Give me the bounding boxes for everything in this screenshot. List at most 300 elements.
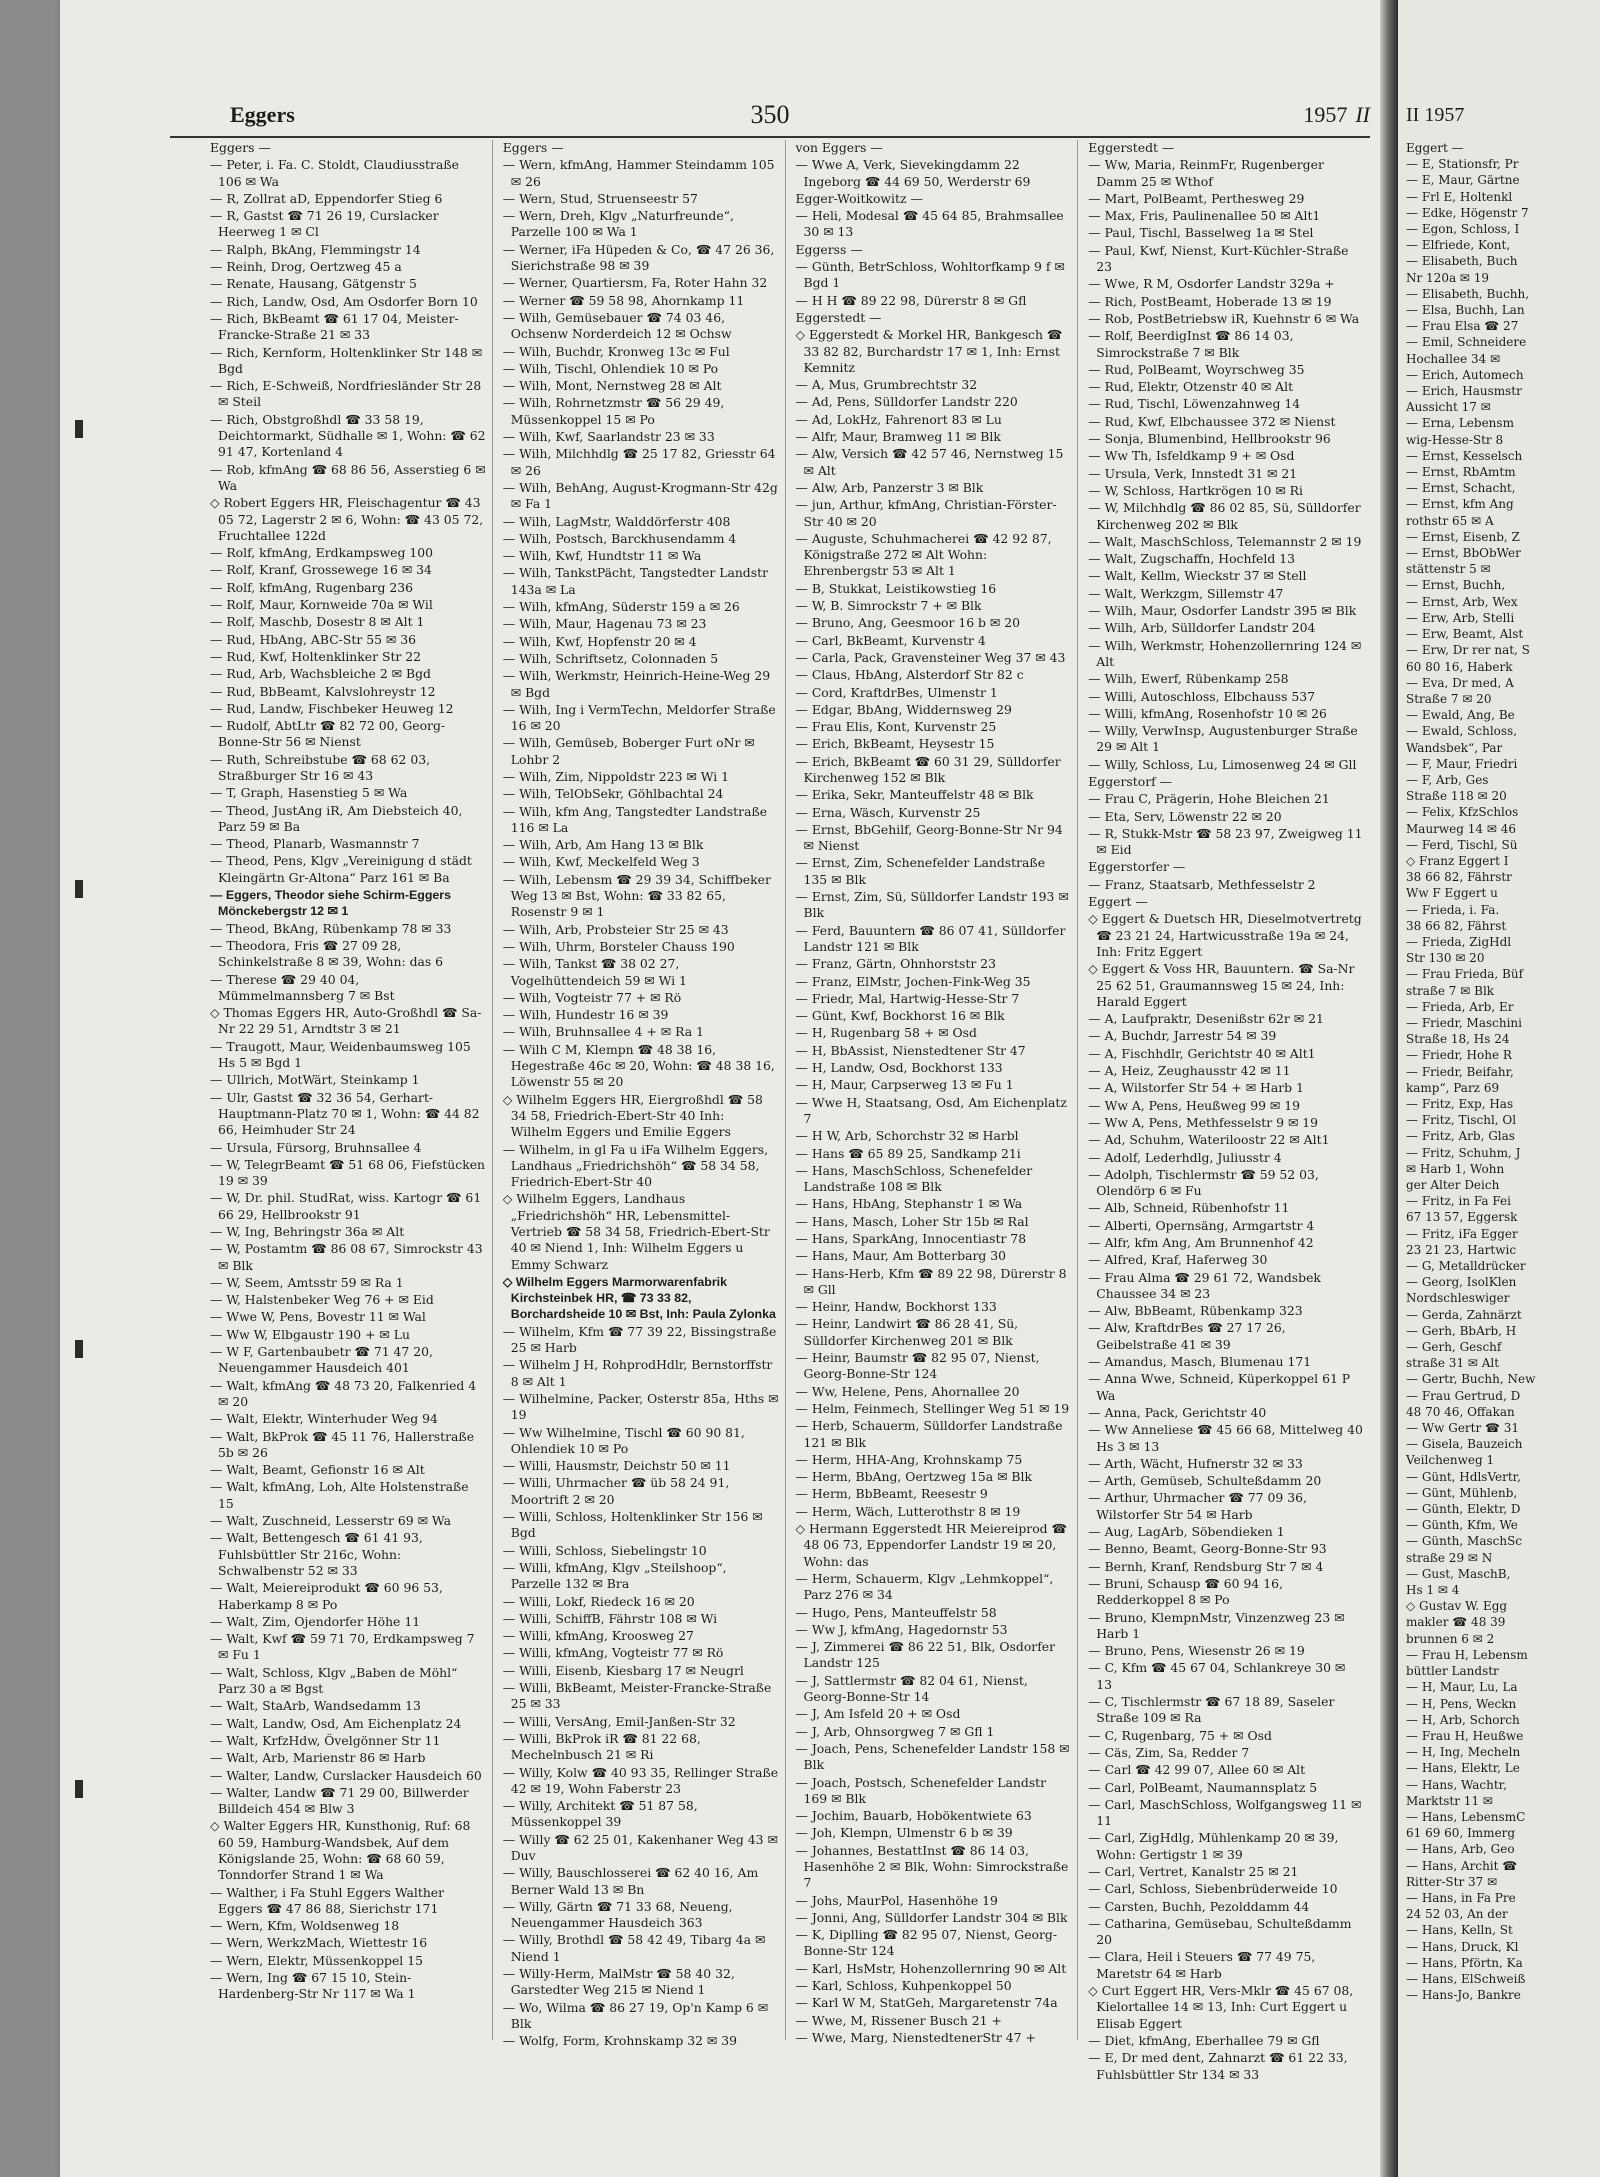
right-page-entry: — H, Arb, Schorch xyxy=(1406,1712,1520,1727)
right-page-entry: 61 69 60, Immerg xyxy=(1406,1826,1516,1841)
directory-entry: — W, Halstenbeker Weg 76 + ✉ Eid xyxy=(210,1292,434,1308)
directory-entry: — Karl, Schloss, Kuhpenkoppel 50 xyxy=(795,1978,1012,1994)
directory-entry: — Ad, LokHz, Fahrenort 83 ✉ Lu xyxy=(795,411,1002,427)
directory-entry: — C, Tischlermstr ☎ 67 18 89, Saseler Straße 109 ✉ Ra xyxy=(1088,1694,1335,1726)
right-page-entry: — Ww Gertr ☎ 31 xyxy=(1406,1421,1520,1436)
directory-entry: — C, Kfm ☎ 45 67 04, Schlankreye 30 ✉ 13 xyxy=(1088,1660,1346,1692)
directory-entry: — Walt, Zugschaffn, Hochfeld 13 xyxy=(1088,551,1295,567)
directory-entry: — Wolfg, Form, Krohnskamp 32 ✉ 39 xyxy=(502,2033,737,2049)
directory-entry: — Wern, Elektr, Müssenkoppel 15 xyxy=(210,1952,423,1968)
directory-entry: — J, Zimmerei ☎ 86 22 51, Blk, Osdorfer Landstr 125 xyxy=(795,1639,1056,1671)
directory-entry: — Erika, Sekr, Manteuffelstr 48 ✉ Blk xyxy=(795,787,1034,803)
directory-entry: — Hans, SparkAng, Innocentiastr 78 xyxy=(795,1231,1027,1246)
directory-entry: — Wilhelm, Kfm ☎ 77 39 22, Bissingstraße 25 ✉ Harb xyxy=(502,1323,777,1356)
directory-entry: — Wwe H, Staatsang, Osd, Am Eichenplatz 7 xyxy=(795,1094,1067,1126)
right-page-entry: stättenstr 5 ✉ xyxy=(1406,562,1491,577)
directory-entry: — Ralph, BkAng, Flemmingstr 14 xyxy=(210,241,421,257)
right-page-entry: ◇ Franz Eggert I xyxy=(1406,853,1509,868)
directory-entry: — Carl, Schloss, Siebenbrüderweide 10 xyxy=(1088,1881,1338,1897)
directory-column-1 xyxy=(210,140,493,2040)
directory-entry: — Eggers, Theodor siehe Schirm-Eggers Mönckebergstr 12 ✉ 1 xyxy=(210,888,451,919)
directory-entry: — Clara, Heil i Steuers ☎ 77 49 75, Maretstr 64 ✉ Harb xyxy=(1088,1949,1316,1981)
directory-entry: — Hans, Maur, Am Botterbarg 30 xyxy=(795,1248,1007,1264)
directory-entry: — Herm, BbAng, Oertzweg 15a ✉ Blk xyxy=(795,1469,1033,1485)
directory-entry: — Wern, Dreh, Klgv „Naturfreunde“, Parzelle 100 ✉ Wa 1 xyxy=(502,208,734,240)
directory-entry: — Ullrich, MotWärt, Steinkamp 1 xyxy=(210,1072,420,1088)
directory-entry: — Willi, Autoschloss, Elbchauss 537 xyxy=(1088,688,1316,704)
right-page-entry: — Hans, Kelln, St xyxy=(1406,1923,1513,1938)
right-page-entry: — Frau H, Heußwe xyxy=(1406,1728,1524,1743)
directory-entry: — Rolf, Maur, Kornweide 70a ✉ Wil xyxy=(210,597,433,613)
directory-entry: — Friedr, Mal, Hartwig-Hesse-Str 7 xyxy=(795,990,1020,1006)
right-page-entry: — Ernst, Eisenb, Z xyxy=(1406,529,1520,544)
directory-entry: — Willy, Schloss, Lu, Limosenweg 24 ✉ Gll xyxy=(1088,756,1357,772)
directory-entry: — Karl, HsMstr, Hohenzollernring 90 ✉ Alt xyxy=(795,1960,1067,1976)
directory-entry: — Willi, Schloss, Siebelingstr 10 xyxy=(502,1542,707,1558)
directory-entry: — Adolf, Lederhdlg, Juliusstr 4 xyxy=(1088,1149,1282,1165)
directory-entry: — Joach, Pens, Schenefelder Landstr 158 ✉ Blk xyxy=(795,1740,1070,1773)
right-page-entries xyxy=(1406,140,1596,2003)
directory-entry: — Wwe, Marg, NienstedtenerStr 47 + xyxy=(795,2029,1036,2045)
directory-entry: — Wern, Ing ☎ 67 15 10, Stein-Hardenberg-Str Nr 117 ✉ Wa 1 xyxy=(210,1970,416,2002)
directory-entry: — Ww, Helene, Pens, Ahornallee 20 xyxy=(795,1383,1020,1399)
directory-entry: — Arthur, Uhrmacher ☎ 77 09 36, Wilstorfer Str 54 ✉ Harb xyxy=(1088,1490,1307,1522)
directory-entry: — Ad, Pens, Sülldorfer Landstr 220 xyxy=(795,394,1018,410)
directory-entry: — Wilh, TankstPächt, Tangstedter Landstr 143a ✉ La xyxy=(502,565,769,597)
directory-entry: — R, Stukk-Mstr ☎ 58 23 97, Zweigweg 11 ✉ Eid xyxy=(1088,825,1363,858)
directory-entry: — A, Wilstorfer Str 54 + ✉ Harb 1 xyxy=(1088,1080,1304,1096)
directory-entry: — Edgar, BbAng, Widdernsweg 29 xyxy=(795,701,1012,717)
directory-entry: — A, Mus, Grumbrechtstr 32 xyxy=(795,377,978,393)
directory-entry: — Rolf, Kranf, Grossewege 16 ✉ 34 xyxy=(210,562,432,578)
right-page-entry: — Edke, Högenstr 7 xyxy=(1406,205,1529,220)
directory-entry: — Arth, Gemüseb, Schulteßdamm 20 xyxy=(1088,1473,1322,1489)
directory-entry: — Wilh, kfmAng, Süderstr 159 a ✉ 26 xyxy=(502,599,740,615)
directory-entry: — Walt, Elektr, Winterhuder Weg 94 xyxy=(210,1411,438,1427)
directory-entry: ◇ Eggert & Duetsch HR, Dieselmotvertretg ☎ 23 21 24, Hartwicusstraße 19a ✉ 24, Inh: Fritz Eggert xyxy=(1088,911,1362,959)
directory-entry: — Ww, Maria, ReinmFr, Rugenberger Damm 25 ✉ Wthof xyxy=(1088,157,1324,189)
directory-entry: — Walt, Schloss, Klgv „Baben de Möhl“ Parz 30 a ✉ Bgst xyxy=(210,1664,458,1697)
directory-columns xyxy=(210,140,1370,2082)
directory-entry: — Hans ☎ 65 89 25, Sandkamp 21i xyxy=(795,1145,1021,1161)
directory-entry: — Rich, Obstgroßhdl ☎ 33 58 19, Deichtormarkt, Südhalle ✉ 1, Wohn: ☎ 62 91 47, Kortenland 4 xyxy=(210,411,486,460)
right-page-entry: — Emil, Schneidere xyxy=(1406,335,1527,350)
directory-entry: — jun, Arthur, kfmAng, Christian-Förster-Str 40 ✉ 20 xyxy=(795,497,1057,529)
directory-entry: — Wilh, Uhrm, Borsteler Chauss 190 xyxy=(502,938,735,954)
right-page-entry: Ritter-Str 37 ✉ xyxy=(1406,1874,1498,1889)
directory-entry: — Wilh, Zim, Nippoldstr 223 ✉ Wi 1 xyxy=(502,768,730,784)
directory-entry: — Herb, Schauerm, Sülldorfer Landstraße 121 ✉ Blk xyxy=(795,1418,1063,1450)
right-page-entry: rothstr 65 ✉ A xyxy=(1406,513,1494,528)
right-page-entry: — Elsa, Buchh, Lan xyxy=(1406,303,1525,318)
right-page-entry: — Frieda, Arb, Er xyxy=(1406,999,1514,1014)
directory-entry: — Walt, Beamt, Gefionstr 16 ✉ Alt xyxy=(210,1462,425,1478)
directory-entry: — Reinh, Drog, Oertzweg 45 a xyxy=(210,259,402,275)
directory-entry: ◇ Walter Eggers HR, Kunsthonig, Ruf: 68 60 59, Hamburg-Wandsbek, Auf dem Königslande 25, Wohn: ☎ 68 60 59, Tonndorfer Strand 1 ✉ Wa xyxy=(210,1818,471,1883)
directory-entry: — Jonni, Ang, Sülldorfer Landstr 304 ✉ Blk xyxy=(795,1909,1068,1925)
directory-entry: — Hans, Masch, Loher Str 15b ✉ Ral xyxy=(795,1213,1029,1229)
directory-entry: — Bernh, Kranf, Rendsburg Str 7 ✉ 4 xyxy=(1088,1558,1324,1574)
directory-entry: — Traugott, Maur, Weidenbaumsweg 105 Hs 5 ✉ Bgd 1 xyxy=(210,1038,471,1071)
right-page-entry: Hochallee 34 ✉ xyxy=(1406,351,1501,366)
directory-entry: — Willi, Lokf, Riedeck 16 ✉ 20 xyxy=(502,1593,695,1609)
right-page-entry: Ww F Eggert u xyxy=(1406,886,1498,901)
directory-entry: — H W, Arb, Schorchstr 32 ✉ Harbl xyxy=(795,1128,1019,1144)
right-page-entry: 60 80 16, Haberk xyxy=(1406,659,1513,674)
directory-entry: — Wern, kfmAng, Hammer Steindamm 105 ✉ 26 xyxy=(502,157,775,189)
right-page-entry: — Georg, IsolKlen xyxy=(1406,1275,1517,1290)
right-page-entry: — Ferd, Tischl, Sü xyxy=(1406,837,1518,852)
directory-entry: — Frau Alma ☎ 29 61 72, Wandsbek Chaussee 34 ✉ 23 xyxy=(1088,1269,1321,1301)
right-page xyxy=(1398,0,1600,2177)
directory-entry: — Herm, Schauerm, Klgv „Lehmkoppel“, Parz 276 ✉ 34 xyxy=(795,1570,1054,1603)
directory-entry: — Heinr, Handw, Bockhorst 133 xyxy=(795,1299,997,1315)
directory-entry: — Franz, Gärtn, Ohnhorststr 23 xyxy=(795,956,996,972)
running-head-surname: Eggers xyxy=(230,102,295,127)
directory-entry: — Alfr, Maur, Bramweg 11 ✉ Blk xyxy=(795,429,1001,445)
directory-entry: — Franz, Staatsarb, Methfesselstr 2 xyxy=(1088,876,1316,892)
right-page-entry: makler ☎ 48 39 xyxy=(1406,1615,1506,1630)
right-page-entry: Nr 120a ✉ 19 xyxy=(1406,270,1490,285)
directory-entry: — Cord, KraftdrBes, Ulmenstr 1 xyxy=(795,684,998,700)
directory-entry: — Carl, ZigHdlg, Mühlenkamp 20 ✉ 39, Wohn: Gertigstr 1 ✉ 39 xyxy=(1088,1830,1339,1862)
right-page-entry: Aussicht 17 ✉ xyxy=(1406,400,1491,415)
right-page-entry: Eggert — xyxy=(1406,141,1464,155)
right-page-entry: — Fritz, in Fa Fei xyxy=(1406,1194,1511,1209)
directory-entry: — Wwe, R M, Osdorfer Landstr 329a + xyxy=(1088,276,1335,292)
directory-entry: — Wilh, Kwf, Hundtstr 11 ✉ Wa xyxy=(502,548,702,564)
directory-entry: — Wilh, Schriftsetz, Colonnaden 5 xyxy=(502,650,719,666)
directory-entry: — Aug, LagArb, Söbendieken 1 xyxy=(1088,1524,1285,1540)
directory-entry: — Arth, Wächt, Hufnerstr 32 ✉ 33 xyxy=(1088,1455,1303,1471)
directory-entry: — Ulr, Gastst ☎ 32 36 54, Gerhart-Hauptmann-Platz 70 ✉ 1, Wohn: ☎ 44 82 66, Heimhuder Str 24 xyxy=(210,1089,480,1138)
right-page-entry: ger Alter Deich xyxy=(1406,1178,1500,1192)
right-page-entry: — Erw, Arb, Stelli xyxy=(1406,610,1515,625)
directory-entry: — Willy, Kolw ☎ 40 93 35, Rellinger Straße 42 ✉ 19, Wohn Faberstr 23 xyxy=(502,1764,779,1796)
directory-entry: — Wilh C M, Klempn ☎ 48 38 16, Hegestraße 46c ✉ 20, Wohn: ☎ 48 38 16, Löwenstr 55 ✉ 20 xyxy=(502,1041,775,1090)
directory-entry: — Rud, HbAng, ABC-Str 55 ✉ 36 xyxy=(210,631,416,647)
right-page-entry: — Ernst, Kesselsch xyxy=(1406,448,1523,463)
directory-entry: — Willi, Uhrmacher ☎ üb 58 24 91, Moortrift 2 ✉ 20 xyxy=(502,1475,730,1507)
directory-entry: — Wilh, Lebensm ☎ 29 39 34, Schiffbeker Weg 13 ✉ Bst, Wohn: ☎ 33 82 65, Rosenstr 9 ✉ 1 xyxy=(502,871,771,920)
directory-entry: — Willi, VersAng, Emil-Janßen-Str 32 xyxy=(502,1713,736,1729)
directory-entry: — Ww Anneliese ☎ 45 66 68, Mittelweg 40 Hs 3 ✉ 13 xyxy=(1088,1422,1363,1454)
directory-entry: — Wilh, Arb, Probsteier Str 25 ✉ 43 xyxy=(502,921,729,937)
directory-entry: — Theod, JustAng iR, Am Diebsteich 40, Parz 59 ✉ Ba xyxy=(210,802,463,834)
directory-entry: — Wilh, Hundestr 16 ✉ 39 xyxy=(502,1007,669,1023)
right-page-entry: — Fritz, Exp, Has xyxy=(1406,1096,1514,1111)
directory-entry: — Carla, Pack, Gravensteiner Weg 37 ✉ 43 xyxy=(795,649,1066,665)
directory-entry: — Wilhelmine, Packer, Osterstr 85a, Hths ✉ 19 xyxy=(502,1390,779,1423)
directory-entry: — Anna Wwe, Schneid, Küperkoppel 61 P Wa xyxy=(1088,1371,1351,1403)
directory-entry: — Peter, i. Fa. C. Stoldt, Claudiusstraße 106 ✉ Wa xyxy=(210,157,459,189)
right-page-entry: — Erich, Automech xyxy=(1406,367,1524,382)
directory-entry: — Joh, Klempn, Ulmenstr 6 b ✉ 39 xyxy=(795,1825,1013,1841)
directory-entry: — Carl, BkBeamt, Kurvenstr 4 xyxy=(795,632,986,648)
directory-entry: — Eta, Serv, Löwenstr 22 ✉ 20 xyxy=(1088,808,1282,824)
directory-entry: — Rudolf, AbtLtr ☎ 82 72 00, Georg-Bonne-Str 56 ✉ Nienst xyxy=(210,718,446,750)
directory-entry: — H, Rugenbarg 58 + ✉ Osd xyxy=(795,1025,977,1041)
directory-entry: — Walt, Kwf ☎ 59 71 70, Erdkampsweg 7 ✉ Fu 1 xyxy=(210,1631,475,1663)
directory-entry: — Adolph, Tischlermstr ☎ 59 52 03, Olendörp 6 ✉ Fu xyxy=(1088,1166,1319,1199)
directory-entry: — Rud, Kwf, Holtenklinker Str 22 xyxy=(210,648,422,664)
directory-entry: — Alfred, Kraf, Haferweg 30 xyxy=(1088,1252,1268,1268)
right-page-entry: 23 21 23, Hartwic xyxy=(1406,1242,1517,1257)
right-page-entry: ◇ Gustav W. Egg xyxy=(1406,1599,1508,1614)
directory-entry: — Ferd, Bauuntern ☎ 86 07 41, Sülldorfer Landstr 121 ✉ Blk xyxy=(795,922,1066,954)
page-number: 350 xyxy=(750,100,790,129)
directory-entry: — Rich, Kernform, Holtenklinker Str 148 ✉ Bgd xyxy=(210,344,483,376)
directory-entry: — Therese ☎ 29 40 04, Mümmelmannsberg 7 ✉ Bst xyxy=(210,971,395,1003)
directory-entry: — Carl ☎ 42 99 07, Allee 60 ✉ Alt xyxy=(1088,1762,1306,1778)
directory-entry: — Bruno, Ang, Geesmoor 16 b ✉ 20 xyxy=(795,615,1021,631)
directory-entry: — Wilh, Postsch, Barckhusendamm 4 xyxy=(502,530,737,546)
directory-entry: — W, Ing, Behringstr 36a ✉ Alt xyxy=(210,1224,405,1239)
directory-entry: — Willy, Bauschlosserei ☎ 62 40 16, Am Berner Wald 13 ✉ Bn xyxy=(502,1865,759,1897)
directory-entry: — Walt, Bettengesch ☎ 61 41 93, Fuhlsbüttler Str 216c, Wohn: Schwalbenstr 52 ✉ 33 xyxy=(210,1530,423,1578)
directory-entry: — Ernst, Zim, Sü, Sülldorfer Landstr 193 ✉ Blk xyxy=(795,889,1069,921)
right-page-entry: Veilchenweg 1 xyxy=(1406,1453,1495,1468)
right-page-entry: Straße 118 ✉ 20 xyxy=(1406,789,1507,804)
right-page-entry: — H, Pens, Weckn xyxy=(1406,1696,1517,1711)
directory-entry: — W, Postamtm ☎ 86 08 67, Simrockstr 43 ✉ Blk xyxy=(210,1241,483,1273)
right-page-entry: — Frau H, Lebensm xyxy=(1406,1647,1528,1662)
right-page-entry: — Ernst, Schacht, xyxy=(1406,481,1516,496)
directory-entry: — Wilh, Bruhnsallee 4 + ✉ Ra 1 xyxy=(502,1024,704,1040)
directory-entry: — W, Seem, Amtsstr 59 ✉ Ra 1 xyxy=(210,1274,404,1290)
directory-entry: — Walt, KrfzHdw, Övelgönner Str 11 xyxy=(210,1732,441,1748)
directory-entry: — Anna, Pack, Gerichtstr 40 xyxy=(1088,1404,1267,1420)
directory-entry: — H H ☎ 89 22 98, Dürerstr 8 ✉ Gfl xyxy=(795,292,1027,308)
directory-entry: ◇ Eggert & Voss HR, Bauuntern. ☎ Sa-Nr 25 62 51, Graumannsweg 15 ✉ 24, Inh: Harald Eggert xyxy=(1088,961,1355,1009)
directory-entry: — Bruni, Schausp ☎ 60 94 16, Redderkoppel 8 ✉ Po xyxy=(1088,1575,1283,1608)
directory-entry: — Heli, Modesal ☎ 45 64 85, Brahmsallee 30 ✉ 13 xyxy=(795,208,1064,240)
directory-entry: — Theodora, Fris ☎ 27 09 28, Schinkelstraße 8 ✉ 39, Wohn: das 6 xyxy=(210,937,444,970)
directory-entry: — Ernst, Zim, Schenefelder Landstraße 135 ✉ Blk xyxy=(795,855,1046,887)
right-page-entry: — Günth, Kfm, We xyxy=(1406,1518,1518,1533)
directory-entry: — W, B. Simrockstr 7 + ✉ Blk xyxy=(795,598,982,614)
right-page-entry: straße 29 ✉ N xyxy=(1406,1550,1493,1565)
right-page-entry: — Hans-Jo, Bankre xyxy=(1406,1988,1521,2003)
directory-entry: — Wilh, Ing i VermTechn, Meldorfer Straße 16 ✉ 20 xyxy=(502,701,776,734)
right-page-entry: — Erna, Lebensm xyxy=(1406,416,1514,431)
right-page-entry: — F, Maur, Friedri xyxy=(1406,756,1518,771)
right-page-entry: — Gertr, Buchh, New xyxy=(1406,1372,1536,1387)
binding-mark xyxy=(75,1780,83,1798)
right-page-entry: Nordschleswiger xyxy=(1406,1291,1510,1306)
directory-entry: — Wilh, BehAng, August-Krogmann-Str 42g ✉ Fa 1 xyxy=(502,479,778,512)
directory-entry: — Walt, StaArb, Wandsedamm 13 xyxy=(210,1698,421,1714)
right-page-entry: straße 7 ✉ Blk xyxy=(1406,983,1495,998)
directory-entry: — Walt, Kellm, Wieckstr 37 ✉ Stell xyxy=(1088,568,1307,584)
directory-entry: — Wern, WerkzMach, Wiettestr 16 xyxy=(210,1935,428,1951)
directory-entry: — Walt, Zuschneid, Lesserstr 69 ✉ Wa xyxy=(210,1513,451,1529)
right-page-entry: — F, Arb, Ges xyxy=(1406,772,1489,787)
directory-entry: — Walter, Landw ☎ 71 29 00, Billwerder Billdeich 454 ✉ Blw 3 xyxy=(210,1784,469,1817)
directory-entry: — Alw, KraftdrBes ☎ 27 17 26, Geibelstraße 41 ✉ 39 xyxy=(1088,1320,1286,1352)
directory-entry: — R, Zollrat aD, Eppendorfer Stieg 6 xyxy=(210,190,443,206)
directory-entry: — A, Heiz, Zeughausstr 42 ✉ 11 xyxy=(1088,1063,1291,1079)
directory-entry: Eggerss — xyxy=(795,241,863,257)
directory-entry: — Sonja, Blumenbind, Hellbrookstr 96 xyxy=(1088,431,1331,447)
right-page-entry: — Erich, Hausmstr xyxy=(1406,384,1522,399)
right-page-entry: — Elisabeth, Buch xyxy=(1406,254,1518,269)
directory-entry: — Wilh, LagMstr, Walddörferstr 408 xyxy=(502,513,731,529)
directory-entry: — Willi, BkProk iR ☎ 81 22 68, Mechelnbusch 21 ✉ Ri xyxy=(502,1730,701,1763)
directory-entry: — Ww Wilhelmine, Tischl ☎ 60 90 81, Ohlendiek 10 ✉ Po xyxy=(502,1424,745,1456)
directory-entry: — Willi, kfmAng, Klgv „Steilshoop“, Parzelle 132 ✉ Bra xyxy=(502,1559,727,1592)
directory-entry: — Werner, iFa Hüpeden & Co, ☎ 47 26 36, Sierichstraße 98 ✉ 39 xyxy=(502,241,775,274)
directory-entry: — Walt, kfmAng ☎ 48 73 20, Falkenried 4 ✉ 20 xyxy=(210,1377,477,1409)
directory-entry: — H, Landw, Osd, Bockhorst 133 xyxy=(795,1060,1003,1076)
directory-entry: ◇ Hermann Eggerstedt HR Meiereiprod ☎ 48 06 73, Eppendorfer Landstr 19 ✉ 20, Wohn: das xyxy=(795,1521,1067,1569)
year-label: 1957 xyxy=(1303,102,1348,127)
right-page-entry: Marktstr 11 ✉ xyxy=(1406,1793,1493,1808)
directory-entry: — W, Milchhdlg ☎ 86 02 85, Sü, Sülldorfer Kirchenweg 202 ✉ Blk xyxy=(1088,500,1361,532)
directory-entry: — Carl, Vertret, Kanalstr 25 ✉ 21 xyxy=(1088,1863,1299,1879)
directory-entry: — Wilh, Vogteistr 77 + ✉ Rö xyxy=(502,989,682,1005)
directory-entry: — Wilhelm J H, RohprodHdlr, Bernstorffstr 8 ✉ Alt 1 xyxy=(502,1357,773,1389)
directory-entry: — Wilh, Gemüsebauer ☎ 74 03 46, Ochsenw Norderdeich 12 ✉ Ochsw xyxy=(502,309,732,342)
directory-entry: — Wilh, Kwf, Saarlandstr 23 ✉ 33 xyxy=(502,429,715,445)
right-page-entry: — Ewald, Ang, Be xyxy=(1406,708,1515,723)
directory-entry: — Johannes, BestattInst ☎ 86 14 03, Hasenhöhe 2 ✉ Blk, Wohn: Simrockstraße 7 xyxy=(795,1842,1069,1891)
directory-entry: — Helm, Feinmech, Stellinger Weg 51 ✉ 19 xyxy=(795,1400,1070,1416)
right-page-entry: — Elfriede, Kont, xyxy=(1406,238,1511,253)
directory-entry: — Werner, Quartiersm, Fa, Roter Hahn 32 xyxy=(502,275,768,291)
right-page-entry: wig-Hesse-Str 8 xyxy=(1406,432,1504,447)
right-page-entry: Straße 18, Hs 24 xyxy=(1406,1032,1510,1047)
directory-entry: — Walter, Landw, Curslacker Hausdeich 60 xyxy=(210,1767,482,1783)
directory-entry: — B, Stukkat, Leistikowstieg 16 xyxy=(795,580,997,596)
directory-entry: — Hans, HbAng, Stephanstr 1 ✉ Wa xyxy=(795,1196,1023,1212)
right-page-entry: — Fritz, Arb, Glas xyxy=(1406,1129,1515,1144)
right-page-entry: 38 66 82, Fährst xyxy=(1406,918,1507,933)
directory-entry: — Rich, BkBeamt ☎ 61 17 04, Meister-Francke-Straße 21 ✉ 33 xyxy=(210,310,459,343)
directory-entry: — Diet, kfmAng, Eberhallee 79 ✉ Gfl xyxy=(1088,2032,1320,2048)
directory-entry: — Wilh, TelObSekr, Göhlbachtal 24 xyxy=(502,786,724,802)
right-page-entry: Hs 1 ✉ 4 xyxy=(1406,1583,1460,1598)
directory-entry: Eggerstedt — xyxy=(795,309,882,325)
directory-entry: — Catharina, Gemüsebau, Schulteßdamm 20 xyxy=(1088,1915,1352,1948)
directory-entry: — Wilh, Ewerf, Rübenkamp 258 xyxy=(1088,671,1289,687)
right-page-entry: — E, Stationsfr, Pr xyxy=(1406,157,1519,172)
right-page-entry: Maurweg 14 ✉ 46 xyxy=(1406,821,1516,836)
right-page-entry: — Hans, ElSchweiß xyxy=(1406,1971,1526,1986)
right-page-entry: — Fritz, iFa Egger xyxy=(1406,1226,1518,1241)
directory-entry: — Rob, PostBetriebsw iR, Kuehnstr 6 ✉ Wa xyxy=(1088,310,1360,326)
directory-entry: — Johs, MaurPol, Hasenhöhe 19 xyxy=(795,1892,998,1908)
directory-entry: — Wo, Wilma ☎ 86 27 19, Op'n Kamp 6 ✉ Blk xyxy=(502,1999,769,2031)
directory-entry: ◇ Wilhelm Eggers HR, Eiergroßhdl ☎ 58 34 58, Friedrich-Ebert-Str 40 Inh: Wilhelm Eggers und Emilie Eggers xyxy=(502,1091,763,1140)
right-page-entry: Straße 7 ✉ 20 xyxy=(1406,691,1492,706)
directory-entry: — Alfr, kfm Ang, Am Brunnenhof 42 xyxy=(1088,1235,1314,1250)
directory-entry: — W, Schloss, Hartkrögen 10 ✉ Ri xyxy=(1088,482,1303,498)
directory-column-3 xyxy=(795,140,1079,2045)
volume-label: II xyxy=(1355,102,1370,127)
directory-entry: — A, Laufpraktr, Desenißstr 62r ✉ 21 xyxy=(1088,1011,1324,1027)
directory-entry: — Rolf, kfmAng, Erdkampsweg 100 xyxy=(210,545,433,561)
directory-entry: — K, Diplling ☎ 82 95 07, Nienst, Georg-Bonne-Str 124 xyxy=(795,1927,1058,1959)
directory-entry: — Ww Th, Isfeldkamp 9 + ✉ Osd xyxy=(1088,448,1295,464)
right-page-entry: — H, Ing, Mecheln xyxy=(1406,1745,1521,1760)
binding-mark xyxy=(75,420,83,438)
directory-entry: — W, TelegrBeamt ☎ 51 68 06, Fiefstücken 19 ✉ 39 xyxy=(210,1156,486,1189)
directory-entry: — Bruno, KlempnMstr, Vinzenzweg 23 ✉ Harb 1 xyxy=(1088,1609,1345,1641)
directory-entry: — Rich, Landw, Osd, Am Osdorfer Born 10 xyxy=(210,293,478,309)
directory-entry: — Rolf, Maschb, Dosestr 8 ✉ Alt 1 xyxy=(210,614,425,630)
right-page-entry: — Friedr, Hohe R xyxy=(1406,1048,1512,1063)
right-page-entry: — Frieda, ZigHdl xyxy=(1406,934,1512,949)
binding-mark xyxy=(75,880,83,898)
right-page-entry: — Ernst, RbAmtm xyxy=(1406,465,1516,480)
directory-entry: — Wilh, kfm Ang, Tangstedter Landstraße 116 ✉ La xyxy=(502,803,768,835)
directory-entry: — Wilh, Maur, Hagenau 73 ✉ 23 xyxy=(502,616,707,632)
directory-entry: — Walt, MaschSchloss, Telemannstr 2 ✉ 19 xyxy=(1088,533,1362,549)
directory-entry: — Carl, MaschSchloss, Wolfgangsweg 11 ✉ 11 xyxy=(1088,1796,1362,1829)
directory-entry: ◇ Curt Eggert HR, Vers-Mklr ☎ 45 67 08, Kielortallee 14 ✉ 13, Inh: Curt Eggert u Elisab Eggert xyxy=(1088,1983,1354,2031)
directory-entry: — Wilh, Maur, Osdorfer Landstr 395 ✉ Blk xyxy=(1088,603,1357,619)
directory-entry: — Willi, kfmAng, Rosenhofstr 10 ✉ 26 xyxy=(1088,705,1327,721)
directory-entry: — Willy ☎ 62 25 01, Kakenhaner Weg 43 ✉ Duv xyxy=(502,1831,778,1863)
directory-entry: — Theod, Planarb, Wasmannstr 7 xyxy=(210,836,420,852)
directory-entry: — Walt, Meiereiprodukt ☎ 60 96 53, Haberkamp 8 ✉ Po xyxy=(210,1580,443,1612)
right-page-entry: — Gust, MaschB, xyxy=(1406,1566,1511,1581)
directory-entry: — Rud, PolBeamt, Woyrschweg 35 xyxy=(1088,361,1305,377)
directory-entry: — Willy-Herm, MalMstr ☎ 58 40 32, Garstedter Weg 215 ✉ Niend 1 xyxy=(502,1966,735,1998)
right-page-entry: — Erw, Dr rer nat, S xyxy=(1406,643,1530,658)
directory-entry: — Rolf, BeerdigInst ☎ 86 14 03, Simrockstraße 7 ✉ Blk xyxy=(1088,328,1294,360)
right-page-entry: 38 66 82, Fährstr xyxy=(1406,870,1512,885)
right-page-entry: — Erw, Beamt, Alst xyxy=(1406,627,1524,642)
directory-entry: — Alw, Versich ☎ 42 57 46, Nernstweg 15 ✉ Alt xyxy=(795,446,1064,478)
directory-entry: — Alw, BbBeamt, Rübenkamp 323 xyxy=(1088,1303,1303,1319)
directory-entry: — Willy, Brothdl ☎ 58 42 49, Tibarg 4a ✉ Niend 1 xyxy=(502,1932,766,1964)
directory-entry: Eggers — xyxy=(502,140,564,155)
directory-entry: — Wilh, Gemüseb, Boberger Furt oNr ✉ Lohbr 2 xyxy=(502,735,755,767)
right-page-entry: — Gerda, Zahnärzt xyxy=(1406,1307,1522,1322)
directory-entry: — Ursula, Fürsorg, Bruhnsallee 4 xyxy=(210,1139,422,1155)
directory-column-4 xyxy=(1088,140,1370,2082)
directory-entry: — Wwe W, Pens, Bovestr 11 ✉ Wal xyxy=(210,1309,426,1325)
directory-entry: — Wilh, Rohrnetzmstr ☎ 56 29 49, Müssenkoppel 15 ✉ Po xyxy=(502,395,725,427)
directory-entry: Eggers — xyxy=(210,140,271,155)
directory-entry: — J, Sattlermstr ☎ 82 04 61, Nienst, Georg-Bonne-Str 14 xyxy=(795,1672,1028,1705)
binding-marks xyxy=(75,0,89,2177)
directory-entry: — W F, Gartenbaubetr ☎ 71 47 20, Neuengammer Hausdeich 401 xyxy=(210,1344,433,1376)
right-page-entry: — Frl E, Holtenkl xyxy=(1406,189,1513,204)
directory-entry: ◇ Wilhelm Eggers, Landhaus „Friedrichshöh“ HR, Lebensmittel-Vertrieb ☎ 58 34 58, Friedrich-Ebert-Str 40 ✉ Niend 1, Inh: Wilhelm Eggers u Emmy Schwarz xyxy=(502,1191,770,1272)
directory-entry: — Mart, PolBeamt, Perthesweg 29 xyxy=(1088,190,1305,206)
directory-entry: — Willy, Gärtn ☎ 71 33 68, Neueng, Neuengammer Hausdeich 363 xyxy=(502,1898,733,1931)
right-page-entry: — Gerh, Geschf xyxy=(1406,1340,1502,1355)
directory-entry: — Günth, BetrSchloss, Wohltorfkamp 9 f ✉ Bgd 1 xyxy=(795,259,1065,291)
directory-entry: — Willi, kfmAng, Kroosweg 27 xyxy=(502,1628,694,1644)
right-page-entry: — Felix, KfzSchlos xyxy=(1406,805,1519,820)
directory-entry: — A, Fischhdlr, Gerichtstr 40 ✉ Alt1 xyxy=(1088,1045,1316,1061)
directory-entry: Eggerstorf — xyxy=(1088,773,1173,789)
directory-entry: — Hans-Herb, Kfm ☎ 89 22 98, Dürerstr 8 ✉ Gll xyxy=(795,1265,1067,1297)
directory-entry: — Willi, SchiffB, Fährstr 108 ✉ Wi xyxy=(502,1610,718,1626)
right-page-entry: — Hans, Druck, Kl xyxy=(1406,1939,1519,1954)
directory-entry: ◇ Eggerstedt & Morkel HR, Bankgesch ☎ 33 82 82, Burchardstr 17 ✉ 1, Inh: Ernst Kemnitz xyxy=(795,327,1063,375)
directory-entry: — Willi, kfmAng, Vogteistr 77 ✉ Rö xyxy=(502,1645,724,1661)
right-page-entry: — Günt, Mühlenb, xyxy=(1406,1485,1518,1500)
directory-entry: — Karl W M, StatGeh, Margaretenstr 74a xyxy=(795,1995,1058,2011)
directory-entry: — Amandus, Masch, Blumenau 171 xyxy=(1088,1354,1312,1370)
directory-entry: — Carl, PolBeamt, Naumannsplatz 5 xyxy=(1088,1779,1318,1795)
right-page-entry: — Hans, Wachtr, xyxy=(1406,1777,1507,1792)
